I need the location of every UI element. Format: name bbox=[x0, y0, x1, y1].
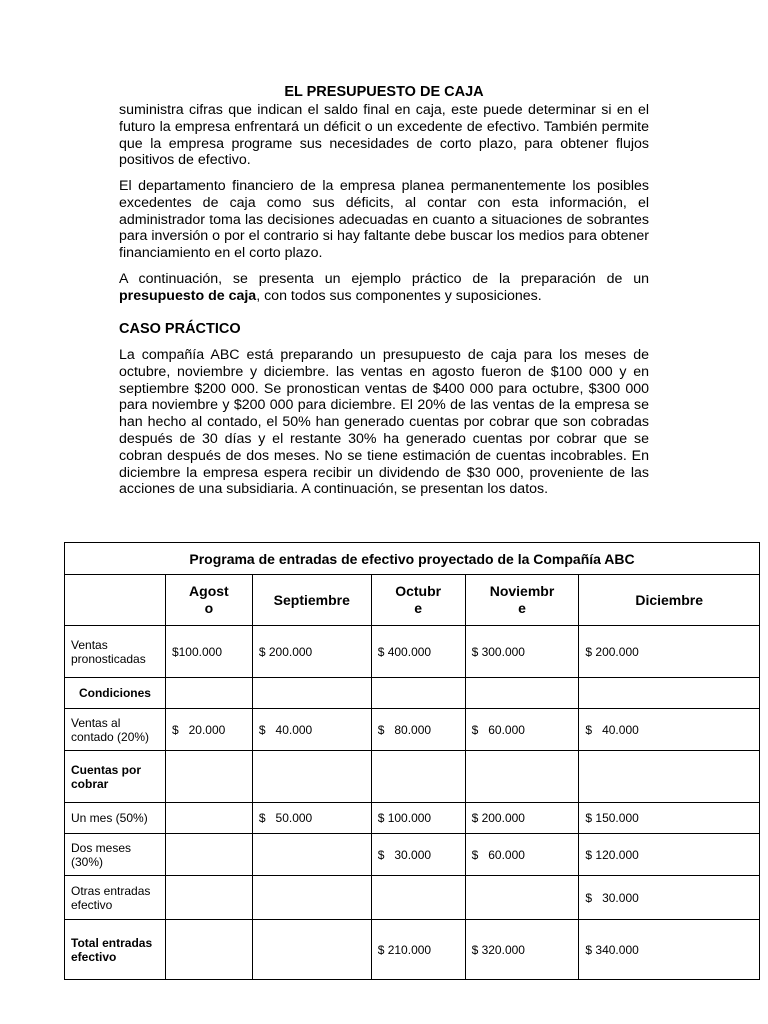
month-header: Noviembr e bbox=[465, 575, 579, 626]
value-cell: $ 40.000 bbox=[579, 709, 760, 751]
value-cell: $ 210.000 bbox=[371, 920, 465, 980]
value-cell bbox=[371, 876, 465, 920]
value-cell: $ 200.000 bbox=[465, 803, 579, 834]
table-row bbox=[65, 709, 760, 751]
value-cell: $ 340.000 bbox=[579, 920, 760, 980]
row-label: Otras entradas efectivo bbox=[65, 876, 166, 920]
value-cell: $ 30.000 bbox=[579, 876, 760, 920]
row-label: Un mes (50%) bbox=[65, 803, 166, 834]
value-cell bbox=[579, 751, 760, 803]
value-cell bbox=[165, 803, 252, 834]
table-row bbox=[65, 834, 760, 876]
value-cell bbox=[165, 920, 252, 980]
value-cell: $ 120.000 bbox=[579, 834, 760, 876]
value-cell bbox=[579, 678, 760, 709]
value-cell: $ 60.000 bbox=[465, 709, 579, 751]
table-row bbox=[65, 803, 760, 834]
value-cell bbox=[371, 678, 465, 709]
value-cell bbox=[165, 751, 252, 803]
month-header: Septiembre bbox=[252, 575, 371, 626]
value-cell bbox=[165, 678, 252, 709]
value-cell: $ 400.000 bbox=[371, 626, 465, 678]
month-header: Agost o bbox=[165, 575, 252, 626]
value-cell bbox=[252, 876, 371, 920]
value-cell: $ 20.000 bbox=[165, 709, 252, 751]
row-label: Total entradas efectivo bbox=[65, 920, 166, 980]
value-cell: $ 60.000 bbox=[465, 834, 579, 876]
value-cell bbox=[465, 751, 579, 803]
finance-paragraph: El departamento financiero de la empresa planea permanentemente los posibles excedentes de caja como sus déficits, al contar con esta información, el administrador toma las decisiones adecuadas en cuanto a situaciones de sobrantes para inversión o por el contrario si hay faltante debe buscar los medios para obtener financiamiento en el corto plazo. bbox=[119, 178, 649, 262]
value-cell: $ 200.000 bbox=[579, 626, 760, 678]
value-cell: $ 50.000 bbox=[252, 803, 371, 834]
value-cell bbox=[371, 751, 465, 803]
value-cell: $ 150.000 bbox=[579, 803, 760, 834]
table-row bbox=[65, 920, 760, 980]
month-header: Octubr e bbox=[371, 575, 465, 626]
case-paragraph: La compañía ABC está preparando un presupuesto de caja para los meses de octubre, noviembre y diciembre. las ventas en agosto fueron de $100 000 y en septiembre $200 000. Se pronostican ventas de $400 000 para octubre, $300 000 para noviembre y $200 000 para diciembre. El 20% de las ventas de la empresa se han hecho al contado, el 50% han generado cuentas por cobrar que son cobradas después de 30 días y el restante 30% ha generado cuentas por cobrar que se cobran después de dos meses. No se tiene estimación de cuentas incobrables. En diciembre la empresa espera recibir un dividendo de $30 000, proveniente de las acciones de una subsidiaria. A continuación, se presentan los datos. bbox=[119, 347, 649, 498]
month-header-row bbox=[65, 575, 760, 626]
value-cell: $ 200.000 bbox=[252, 626, 371, 678]
value-cell bbox=[165, 876, 252, 920]
value-cell bbox=[465, 876, 579, 920]
value-cell bbox=[165, 834, 252, 876]
table-row bbox=[65, 876, 760, 920]
value-cell bbox=[465, 678, 579, 709]
value-cell bbox=[252, 751, 371, 803]
case-heading: CASO PRÁCTICO bbox=[119, 321, 241, 337]
row-label: Condiciones bbox=[65, 678, 166, 709]
value-cell: $ 30.000 bbox=[371, 834, 465, 876]
month-header: Diciembre bbox=[579, 575, 760, 626]
row-label: Cuentas por cobrar bbox=[65, 751, 166, 803]
example-text-bold: presupuesto de caja bbox=[119, 287, 257, 304]
row-label: Ventas pronosticadas bbox=[65, 626, 166, 678]
table-row bbox=[65, 751, 760, 803]
value-cell: $ 300.000 bbox=[465, 626, 579, 678]
page-title: EL PRESUPUESTO DE CAJA bbox=[284, 84, 484, 100]
example-text-start: A continuación, se presenta un ejemplo práctico de la preparación de un bbox=[119, 271, 649, 287]
value-cell bbox=[252, 834, 371, 876]
value-cell bbox=[252, 920, 371, 980]
value-cell: $ 80.000 bbox=[371, 709, 465, 751]
table-row bbox=[65, 626, 760, 678]
value-cell: $ 100.000 bbox=[371, 803, 465, 834]
example-paragraph bbox=[119, 271, 649, 305]
value-cell: $100.000 bbox=[165, 626, 252, 678]
intro-paragraph: suministra cifras que indican el saldo final en caja, este puede determinar si en el futuro la empresa enfrentará un déficit o un excedente de efectivo. También permite que la empresa programe sus necesidades de corto plazo, para obtener flujos positivos de efectivo. bbox=[119, 102, 649, 169]
row-label: Ventas al contado (20%) bbox=[65, 709, 166, 751]
value-cell: $ 320.000 bbox=[465, 920, 579, 980]
example-text-end: , con todos sus componentes y suposiciones. bbox=[256, 287, 542, 304]
row-label: Dos meses (30%) bbox=[65, 834, 166, 876]
header-blank bbox=[65, 575, 166, 626]
value-cell: $ 40.000 bbox=[252, 709, 371, 751]
table-row bbox=[65, 678, 760, 709]
cash-receipts-table bbox=[64, 542, 760, 980]
table-caption: Programa de entradas de efectivo proyectado de la Compañía ABC bbox=[65, 543, 760, 575]
value-cell bbox=[252, 678, 371, 709]
